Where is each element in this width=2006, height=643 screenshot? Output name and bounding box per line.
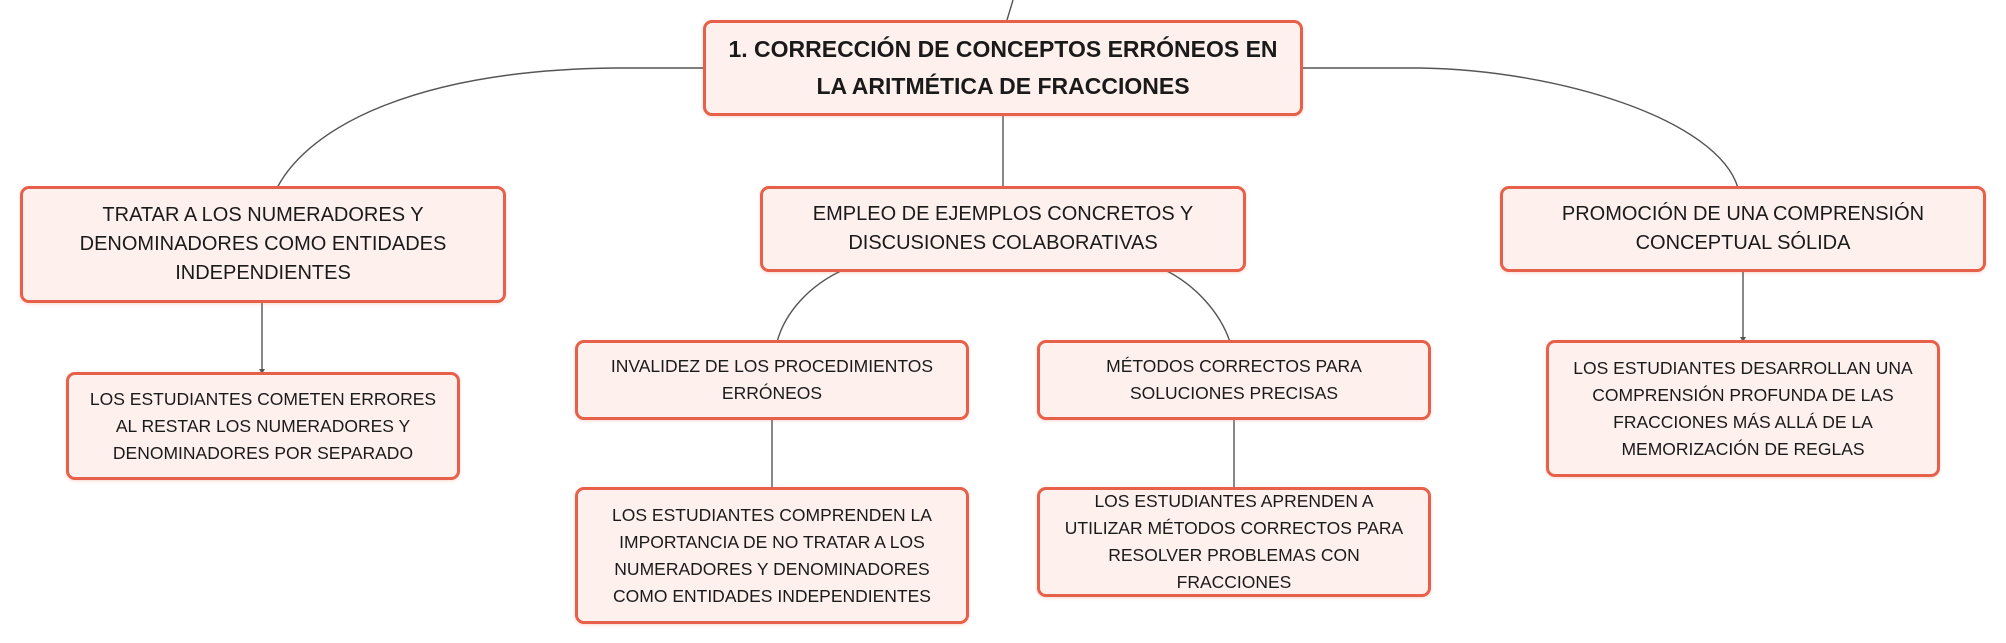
left-topic-text: TRATAR A LOS NUMERADORES Y DENOMINADORES COMO ENTIDADES INDEPENDIENTES (79, 204, 447, 284)
center-subright-child-text: LOS ESTUDIANTES APRENDEN A UTILIZAR MÉTODOS CORRECTOS PARA RESOLVER PROBLEMAS CON FRACCIONES (1064, 491, 1404, 592)
connector-center-subright (1165, 270, 1230, 342)
center-topic-node[interactable] (760, 186, 1246, 272)
center-subleft-topic-node[interactable] (575, 340, 969, 420)
connector-root-right (1303, 68, 1738, 188)
connector-root-left (277, 68, 703, 188)
center-subleft-topic-text: INVALIDEZ DE LOS PROCEDIMIENTOS ERRÓNEOS (610, 356, 934, 403)
right-topic-text: PROMOCIÓN DE UNA COMPRENSIÓN CONCEPTUAL SÓLIDA (1561, 203, 1925, 254)
root-topic-node[interactable] (703, 20, 1303, 116)
right-topic-node[interactable] (1500, 186, 1986, 272)
connector-root-parent (1007, 0, 1013, 20)
left-child-node[interactable] (66, 372, 460, 480)
center-subright-topic-text: MÉTODOS CORRECTOS PARA SOLUCIONES PRECISAS (1106, 356, 1362, 403)
center-subright-child-node[interactable] (1037, 487, 1431, 597)
center-subleft-child-text: LOS ESTUDIANTES COMPRENDEN LA IMPORTANCIA DE NO TRATAR A LOS NUMERADORES Y DENOMINADORES COMO ENTIDADES INDEPENDIENTES (612, 504, 932, 606)
center-topic-text: EMPLEO DE EJEMPLOS CONCRETOS Y DISCUSIONES COLABORATIVAS (812, 203, 1194, 254)
right-child-node[interactable] (1546, 340, 1940, 477)
right-child-text: LOS ESTUDIANTES DESARROLLAN UNA COMPRENSIÓN PROFUNDA DE LAS FRACCIONES MÁS ALLÁ DE LA MEMORIZACIÓN DE REGLAS (1573, 357, 1913, 459)
center-subright-topic-node[interactable] (1037, 340, 1431, 420)
center-subleft-child-node[interactable] (575, 487, 969, 624)
root-topic-text: 1. CORRECCIÓN DE CONCEPTOS ERRÓNEOS EN LA ARITMÉTICA DE FRACCIONES (728, 36, 1278, 99)
connector-center-subleft (777, 270, 843, 342)
left-child-text: LOS ESTUDIANTES COMETEN ERRORES AL RESTAR LOS NUMERADORES Y DENOMINADORES POR SEPARADO (89, 388, 437, 463)
left-topic-node[interactable] (20, 186, 506, 303)
